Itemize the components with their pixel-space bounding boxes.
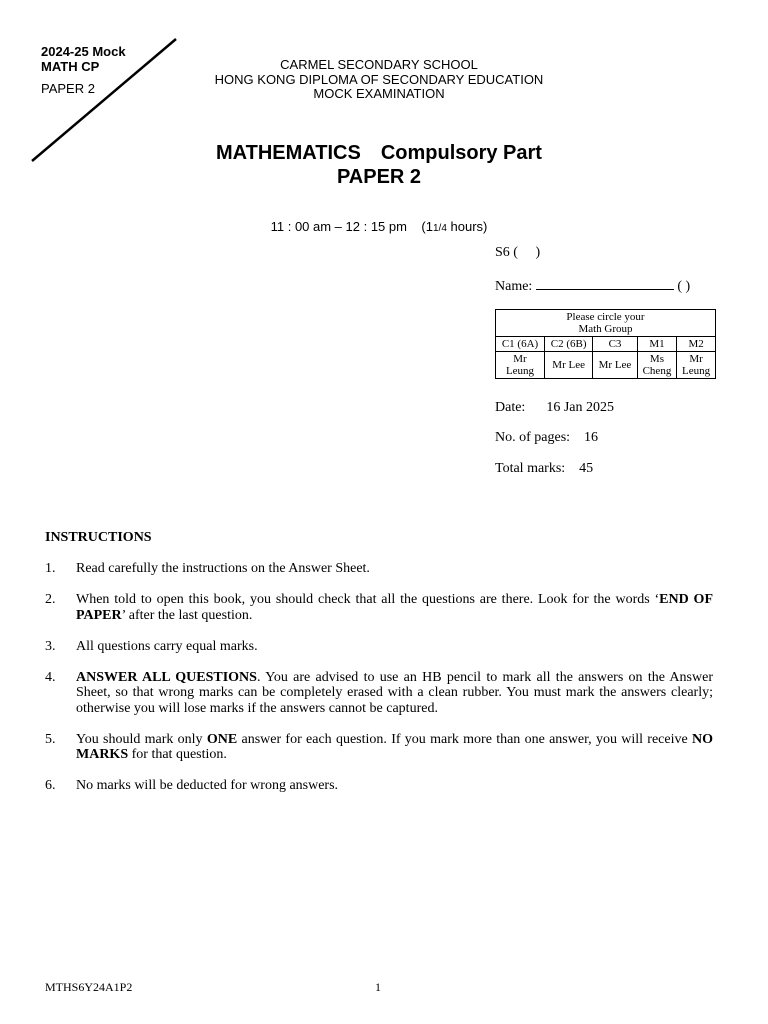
exam-type: MOCK EXAMINATION <box>313 86 445 101</box>
group-cell: C3 <box>593 337 637 352</box>
name-label: Name: <box>495 279 533 294</box>
group-cell: C1 (6A) <box>496 337 545 352</box>
page-number: 1 <box>375 980 381 994</box>
marks-field: Total marks: 45 <box>495 461 594 476</box>
teacher-cell: Mr Leung <box>677 352 716 379</box>
paper-title <box>0 141 758 189</box>
paper-number: PAPER 2 <box>336 166 422 188</box>
school-name: CARMEL SECONDARY SCHOOL <box>280 57 478 72</box>
pages-field: No. of pages: 16 <box>495 430 599 445</box>
exam-body: HONG KONG DIPLOMA OF SECONDARY EDUCATION <box>214 71 544 87</box>
instruction-number: 5. <box>45 731 56 747</box>
name-number-paren: ( ) <box>677 279 691 294</box>
exam-time <box>0 219 758 234</box>
instruction-text: ANSWER ALL QUESTIONS. You are advised to use an HB pencil to mark all the answers on the Answer Sheet, so that wrong marks can be completely erased with a clean rubber. You must mark the answers clearly; otherwise you will lose marks if the answers cannot be captured. <box>76 669 713 716</box>
instruction-number: 3. <box>45 638 56 654</box>
marks-value: 45 <box>579 461 594 476</box>
instruction-item <box>45 670 713 717</box>
group-cell: M1 <box>637 337 677 352</box>
time-range: 11 : 00 am – 12 : 15 pm <box>270 219 407 234</box>
instruction-number: 1. <box>45 561 56 576</box>
group-table-caption: Please circle your Math Group <box>496 310 716 337</box>
teacher-cell: Mr Lee <box>593 352 637 379</box>
math-group-table <box>495 309 716 379</box>
group-cell: C2 (6B) <box>545 337 593 352</box>
instruction-text: No marks will be deducted for wrong answers. <box>76 778 339 793</box>
instructions-heading: INSTRUCTIONS <box>45 530 152 545</box>
duration: (11/4 hours) <box>421 219 488 234</box>
instruction-item <box>45 778 713 794</box>
pages-value: 16 <box>584 430 599 445</box>
instruction-item <box>45 592 713 623</box>
instructions-list <box>45 561 713 809</box>
instruction-item <box>45 639 713 655</box>
instruction-text: All questions carry equal marks. <box>76 638 258 654</box>
instruction-number: 6. <box>45 778 56 793</box>
teacher-cell: Ms Cheng <box>637 352 677 379</box>
instruction-item <box>45 732 713 763</box>
paper-code: MTHS6Y24A1P2 <box>45 980 133 994</box>
part-title: Compulsory Part <box>380 142 542 164</box>
teacher-cell: Mr Leung <box>496 352 545 379</box>
instruction-number: 2. <box>45 592 56 607</box>
group-cell: M2 <box>677 337 716 352</box>
instruction-text: Read carefully the instructions on the Answer Sheet. <box>76 561 370 576</box>
teacher-cell: Mr Lee <box>545 352 593 379</box>
school-header <box>0 58 758 102</box>
date-field: Date: 16 Jan 2025 <box>495 400 614 415</box>
subject-title: MATHEMATICS <box>216 142 361 164</box>
instruction-text: You should mark only ONE answer for each question. If you mark more than one answer, you will receive NO MARKS for that question. <box>76 731 713 762</box>
corner-paper: PAPER 2 <box>41 81 95 96</box>
corner-year: 2024-25 Mock <box>41 44 126 59</box>
date-value: 16 Jan 2025 <box>546 400 614 415</box>
name-field <box>495 277 690 295</box>
duration-fraction: 1/4 <box>432 223 447 234</box>
corner-subject: MATH CP <box>41 59 100 74</box>
name-blank-line <box>536 277 674 290</box>
instruction-item <box>45 561 713 577</box>
instruction-number: 4. <box>45 669 56 685</box>
instruction-text: When told to open this book, you should check that all the questions are there. Look for the words ‘END OF PAPER’ after the last question. <box>76 592 713 623</box>
class-field: S6 ( ) <box>495 245 541 260</box>
